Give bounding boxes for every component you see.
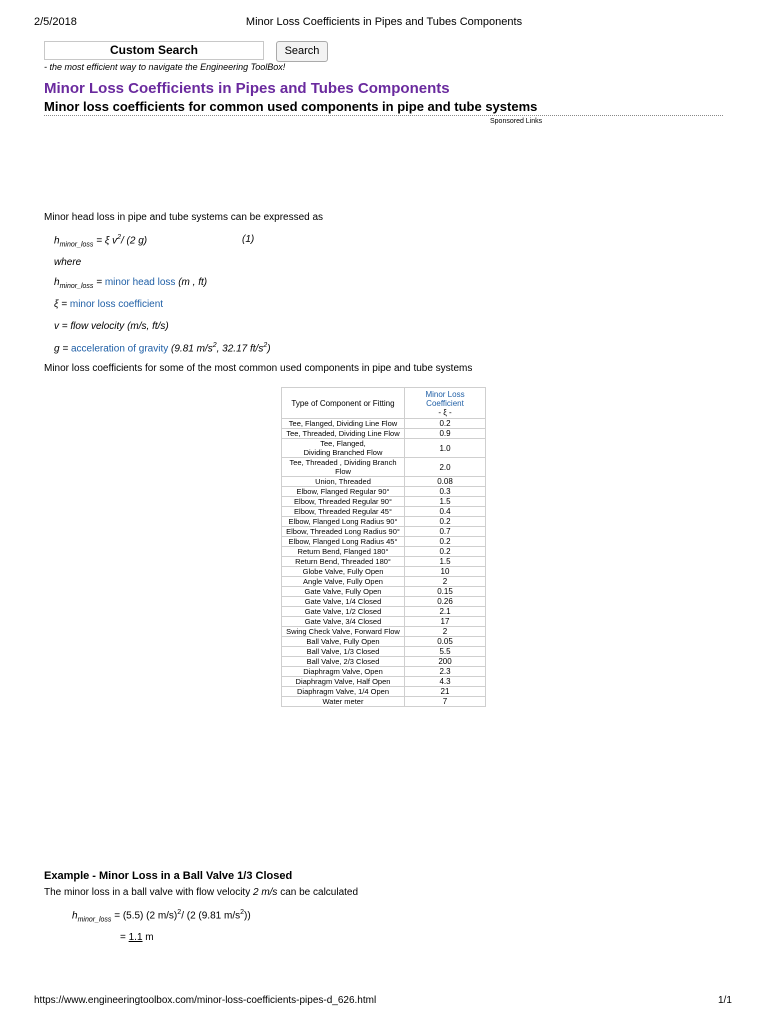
coefficient-cell: 200	[405, 657, 486, 667]
coefficient-cell: 2	[405, 627, 486, 637]
footer-url: https://www.engineeringtoolbox.com/minor-loss-coefficients-pipes-d_626.html	[34, 995, 377, 1006]
table-row	[282, 627, 486, 637]
coefficient-cell: 0.7	[405, 527, 486, 537]
coefficient-cell: 0.3	[405, 487, 486, 497]
coefficient-cell: 17	[405, 617, 486, 627]
calc-h: h	[72, 910, 78, 922]
coefficient-cell: 10	[405, 567, 486, 577]
def-head-loss	[54, 277, 207, 290]
def-h-sub: minor_loss	[59, 283, 94, 290]
coefficient-cell: 4.3	[405, 677, 486, 687]
component-cell: Return Bend, Flanged 180°	[282, 547, 405, 557]
def-h-eq: =	[93, 277, 105, 288]
result-eq: =	[120, 932, 129, 943]
coefficient-cell: 2	[405, 577, 486, 587]
component-cell: Elbow, Threaded Regular 45°	[282, 507, 405, 517]
example-text	[44, 887, 358, 898]
coefficient-cell: 5.5	[405, 647, 486, 657]
tagline: - the most efficient way to navigate the Engineering ToolBox!	[44, 62, 286, 72]
component-cell: Union, Threaded	[282, 477, 405, 487]
component-cell: Return Bend, Threaded 180°	[282, 557, 405, 567]
def-g-units-a: (9.81 m/s	[168, 343, 213, 355]
table-row	[282, 487, 486, 497]
coefficient-cell: 2.3	[405, 667, 486, 677]
example-text-b: can be calculated	[277, 887, 359, 898]
component-cell: Diaphragm Valve, 1/4 Open	[282, 687, 405, 697]
component-cell: Elbow, Flanged Long Radius 45°	[282, 537, 405, 547]
eq-sup: 2	[117, 234, 121, 241]
table-body	[282, 419, 486, 707]
coefficient-cell: 1.0	[405, 439, 486, 458]
acceleration-of-gravity-link[interactable]: acceleration of gravity	[70, 343, 169, 355]
def-g-sup2: 2	[263, 342, 268, 349]
result-value: 1.1	[128, 932, 143, 943]
minor-head-loss-link[interactable]: minor head loss	[104, 277, 176, 288]
table-row	[282, 557, 486, 567]
table-row	[282, 607, 486, 617]
intro-text: Minor head loss in pipe and tube systems can be expressed as	[44, 212, 324, 223]
table-row	[282, 637, 486, 647]
page-subtitle: Minor loss coefficients for common used components in pipe and tube systems	[44, 99, 538, 114]
component-cell: Swing Check Valve, Forward Flow	[282, 627, 405, 637]
def-xi-symbol: ξ =	[54, 299, 70, 310]
coefficient-cell: 0.2	[405, 537, 486, 547]
table-row	[282, 677, 486, 687]
def-gravity	[54, 342, 271, 354]
coefficient-cell: 0.2	[405, 419, 486, 429]
def-g-symbol: g =	[54, 343, 71, 355]
page-title[interactable]: Minor Loss Coefficients in Pipes and Tubes Components	[44, 80, 450, 97]
print-date: 2/5/2018	[34, 16, 77, 28]
component-cell: Tee, Threaded, Dividing Line Flow	[282, 429, 405, 439]
calc-b: / (2 (9.81 m/s	[181, 910, 241, 922]
component-cell: Elbow, Threaded Regular 90°	[282, 497, 405, 507]
coefficient-cell: 2.0	[405, 458, 486, 477]
coefficient-cell: 1.5	[405, 497, 486, 507]
component-cell: Diaphragm Valve, Open	[282, 667, 405, 677]
dotted-divider	[44, 115, 723, 116]
coefficient-cell: 0.2	[405, 547, 486, 557]
header-component: Type of Component or Fitting	[282, 388, 405, 419]
equation	[54, 234, 147, 248]
table-row	[282, 597, 486, 607]
sponsored-links-label: Sponsored Links	[490, 118, 543, 125]
coefficient-cell: 0.4	[405, 507, 486, 517]
component-cell: Elbow, Flanged Long Radius 90°	[282, 517, 405, 527]
coefficient-cell: 0.08	[405, 477, 486, 487]
table-row	[282, 617, 486, 627]
equation-number: (1)	[242, 234, 255, 245]
search-button[interactable]: Search	[276, 41, 328, 62]
component-cell: Tee, Flanged, Dividing Line Flow	[282, 419, 405, 429]
component-cell: Ball Valve, Fully Open	[282, 637, 405, 647]
coefficient-cell: 0.2	[405, 517, 486, 527]
table-row	[282, 567, 486, 577]
table-row	[282, 687, 486, 697]
component-cell: Gate Valve, 1/2 Closed	[282, 607, 405, 617]
component-cell: Gate Valve, Fully Open	[282, 587, 405, 597]
calc-sup1: 2	[177, 909, 182, 916]
example-title: Example - Minor Loss in a Ball Valve 1/3 Closed	[44, 870, 293, 882]
coefficient-cell: 1.5	[405, 557, 486, 567]
example-result	[120, 932, 154, 943]
coefficient-cell: 7	[405, 697, 486, 707]
table-row	[282, 439, 486, 458]
header-xi: - ξ -	[438, 407, 452, 417]
table-row	[282, 497, 486, 507]
calc-sup2: 2	[240, 909, 244, 916]
component-cell: Tee, Threaded , Dividing Branch Flow	[282, 458, 405, 477]
table-row	[282, 517, 486, 527]
minor-loss-coefficient-link[interactable]: minor loss coefficient	[69, 299, 164, 310]
table-header-row	[282, 388, 486, 419]
table-row	[282, 537, 486, 547]
table-row	[282, 419, 486, 429]
where-label: where	[54, 257, 82, 268]
example-text-a: The minor loss in a ball valve with flow velocity	[44, 887, 253, 898]
def-velocity: v = flow velocity (m/s, ft/s)	[54, 321, 169, 332]
example-velocity: 2 m/s	[252, 887, 278, 898]
minor-loss-table	[281, 387, 486, 707]
table-row	[282, 647, 486, 657]
table-row	[282, 458, 486, 477]
eq-part-b: / (2 g)	[120, 235, 148, 247]
header-coefficient	[405, 388, 486, 419]
component-cell: Gate Valve, 3/4 Closed	[282, 617, 405, 627]
coefficient-cell: 0.05	[405, 637, 486, 647]
calc-c: ))	[244, 910, 251, 922]
component-cell: Elbow, Threaded Long Radius 90°	[282, 527, 405, 537]
component-cell: Tee, Flanged, Dividing Branched Flow	[282, 439, 405, 458]
component-cell: Globe Valve, Fully Open	[282, 567, 405, 577]
component-cell: Ball Valve, 1/3 Closed	[282, 647, 405, 657]
footer-page-number: 1/1	[718, 995, 732, 1006]
component-cell: Water meter	[282, 697, 405, 707]
table-row	[282, 587, 486, 597]
component-cell: Angle Valve, Fully Open	[282, 577, 405, 587]
coefficient-cell: 0.15	[405, 587, 486, 597]
component-cell: Elbow, Flanged Regular 90°	[282, 487, 405, 497]
def-g-units-b: , 32.17 ft/s	[216, 343, 264, 355]
def-h-symbol: h	[54, 277, 60, 288]
table-intro: Minor loss coefficients for some of the most common used components in pipe and tube systems	[44, 363, 473, 374]
coefficient-cell: 0.9	[405, 429, 486, 439]
eq-part-a: = ξ v	[93, 235, 118, 247]
coefficient-cell: 0.26	[405, 597, 486, 607]
table-row	[282, 507, 486, 517]
eq-sub: minor_loss	[59, 241, 94, 249]
table-row	[282, 429, 486, 439]
calc-sub: minor_loss	[77, 916, 112, 924]
print-header-title: Minor Loss Coefficients in Pipes and Tubes Components	[245, 16, 523, 28]
component-cell: Gate Valve, 1/4 Closed	[282, 597, 405, 607]
table-row	[282, 697, 486, 707]
def-g-units-c: )	[267, 343, 271, 355]
table-row	[282, 527, 486, 537]
def-g-sup1: 2	[212, 342, 217, 349]
component-cell: Diaphragm Valve, Half Open	[282, 677, 405, 687]
component-cell: Ball Valve, 2/3 Closed	[282, 657, 405, 667]
minor-loss-coefficient-header-link[interactable]: Minor Loss Coefficient	[425, 389, 465, 408]
table-row	[282, 577, 486, 587]
table-row	[282, 547, 486, 557]
table-row	[282, 477, 486, 487]
def-xi	[54, 299, 163, 310]
coefficient-cell: 2.1	[405, 607, 486, 617]
example-calc	[72, 909, 251, 923]
result-unit: m	[142, 932, 154, 943]
table-row	[282, 667, 486, 677]
coefficient-cell: 21	[405, 687, 486, 697]
calc-a: = (5.5) (2 m/s)	[111, 910, 178, 922]
table-row	[282, 657, 486, 667]
eq-h: h	[54, 235, 60, 247]
search-input[interactable]: Custom Search	[44, 41, 264, 60]
def-h-units: (m , ft)	[175, 277, 208, 288]
